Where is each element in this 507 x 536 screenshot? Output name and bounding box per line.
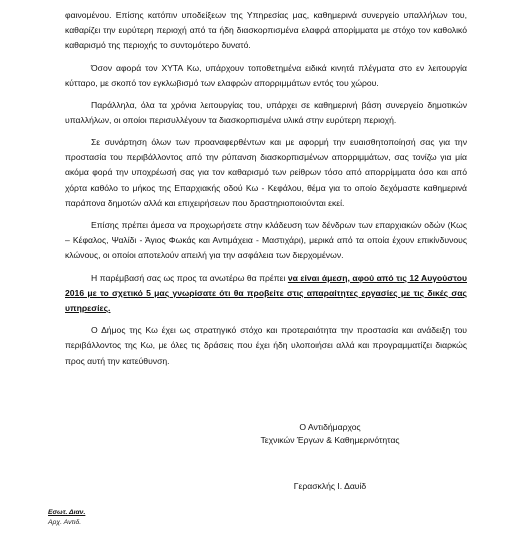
paragraph-tree-pruning: Επίσης πρέπει άμεσα να προχωρήσετε στην κλάδευση των δένδρων των επαρχιακών οδών (Κως – Κέφαλος, Ψαλίδι - Άγιος Φωκάς και Αντιμάχεια - Μαστιχάρι), μερικά από τα οποία έχουν επικίνδυνους κλώνους, οι οποίοι αποτελούν απειλή για την ασφάλεια των διερχομένων. [65,220,467,261]
paragraph-landfill: Όσον αφορά τον ΧΥΤΑ Κω, υπάρχουν τοποθετημένα ειδικά κινητά πλέγματα στο εν λειτουργία κύτταρο, με σκοπό τον εγκλωβισμό των ελαφρών απορριμμάτων εντός του χώρου. [65,62,467,88]
footer-archive: Αρχ. Αντιδ. [48,519,82,526]
paragraph-daily-crew: Παράλληλα, όλα τα χρόνια λειτουργίας του, υπάρχει σε καθημερινή βάση συνεργείο δημοτικών υπαλλήλων, οι οποίοι περισυλλέγουν τα διασκορπισμένα υλικά στην ευρύτερη περιοχή. [65,99,467,125]
paragraph-closing: Ο Δήμος της Κω έχει ως στρατηγικό στόχο και προτεραιότητα την προστασία και ανάδειξη του περιβάλλοντος της Κω, με όλες τις δράσεις που έχει ήδη υλοποιήσει αλλά και προγραμματίζει διαρκώς προς αυτή την κατεύθυνση. [65,325,467,366]
distribution-footer [48,508,85,528]
signature-role-title: Ο Αντιδήμαρχος [299,422,361,432]
signer-name: Γερασκλής Ι. Δαυίδ [293,481,367,491]
paragraph-intervention [65,271,467,317]
signature-block [230,421,430,447]
signature-role-department: Τεχνικών Έργων & Καθημερινότητας [260,435,400,445]
letter-body [65,8,467,376]
intervention-lead: Η παρέμβασή σας ως προς τα ανωτέρω θα πρέπει [91,272,288,283]
paragraph-road-gutters: Σε συνάρτηση όλων των προαναφερθέντων και με αφορμή την ευαισθητοποίησή σας για την προστασία του περιβάλλοντος από την ρύπανση διασκορπισμένων απορριμμάτων, σας τονίζω για μία ακόμα φορά την υποχρέωσή σας για τον καθαρισμό των ρείθρων τόσο από απορρίμματα όσο και από χόρτα καθόλο το μήκος της Επαρχιακής οδού Κω - Κεφάλου, θέμα για το οποίο δεχόμαστε καθημερινά παράπονα δημοτών αλλά και επιχειρήσεων που δραστηριοποιούνται εκεί. [65,137,467,208]
intervention-emphasis: να είναι άμεση, αφού από τις 12 Αυγούστου 2016 με το σχετικό 5 μας γνωρίσατε ότι θα προβείτε στις απαραίτητες εργασίες με τις δικές σας υπηρεσίες. [65,272,467,314]
footer-internal-distribution: Εσωτ. Διαν. [48,509,86,516]
paragraph-cleanup: φαινομένου. Επίσης κατόπιν υποδείξεων της Υπηρεσίας μας, καθημερινά συνεργείο υπαλλήλων του, καθαρίζει την ευρύτερη περιοχή από τα ήδη διασκορπισμένα ελαφρά απορίμματα με στόχο τον καθολικό καθαρισμό της περιοχής το συντομότερο δυνατό. [65,10,467,51]
